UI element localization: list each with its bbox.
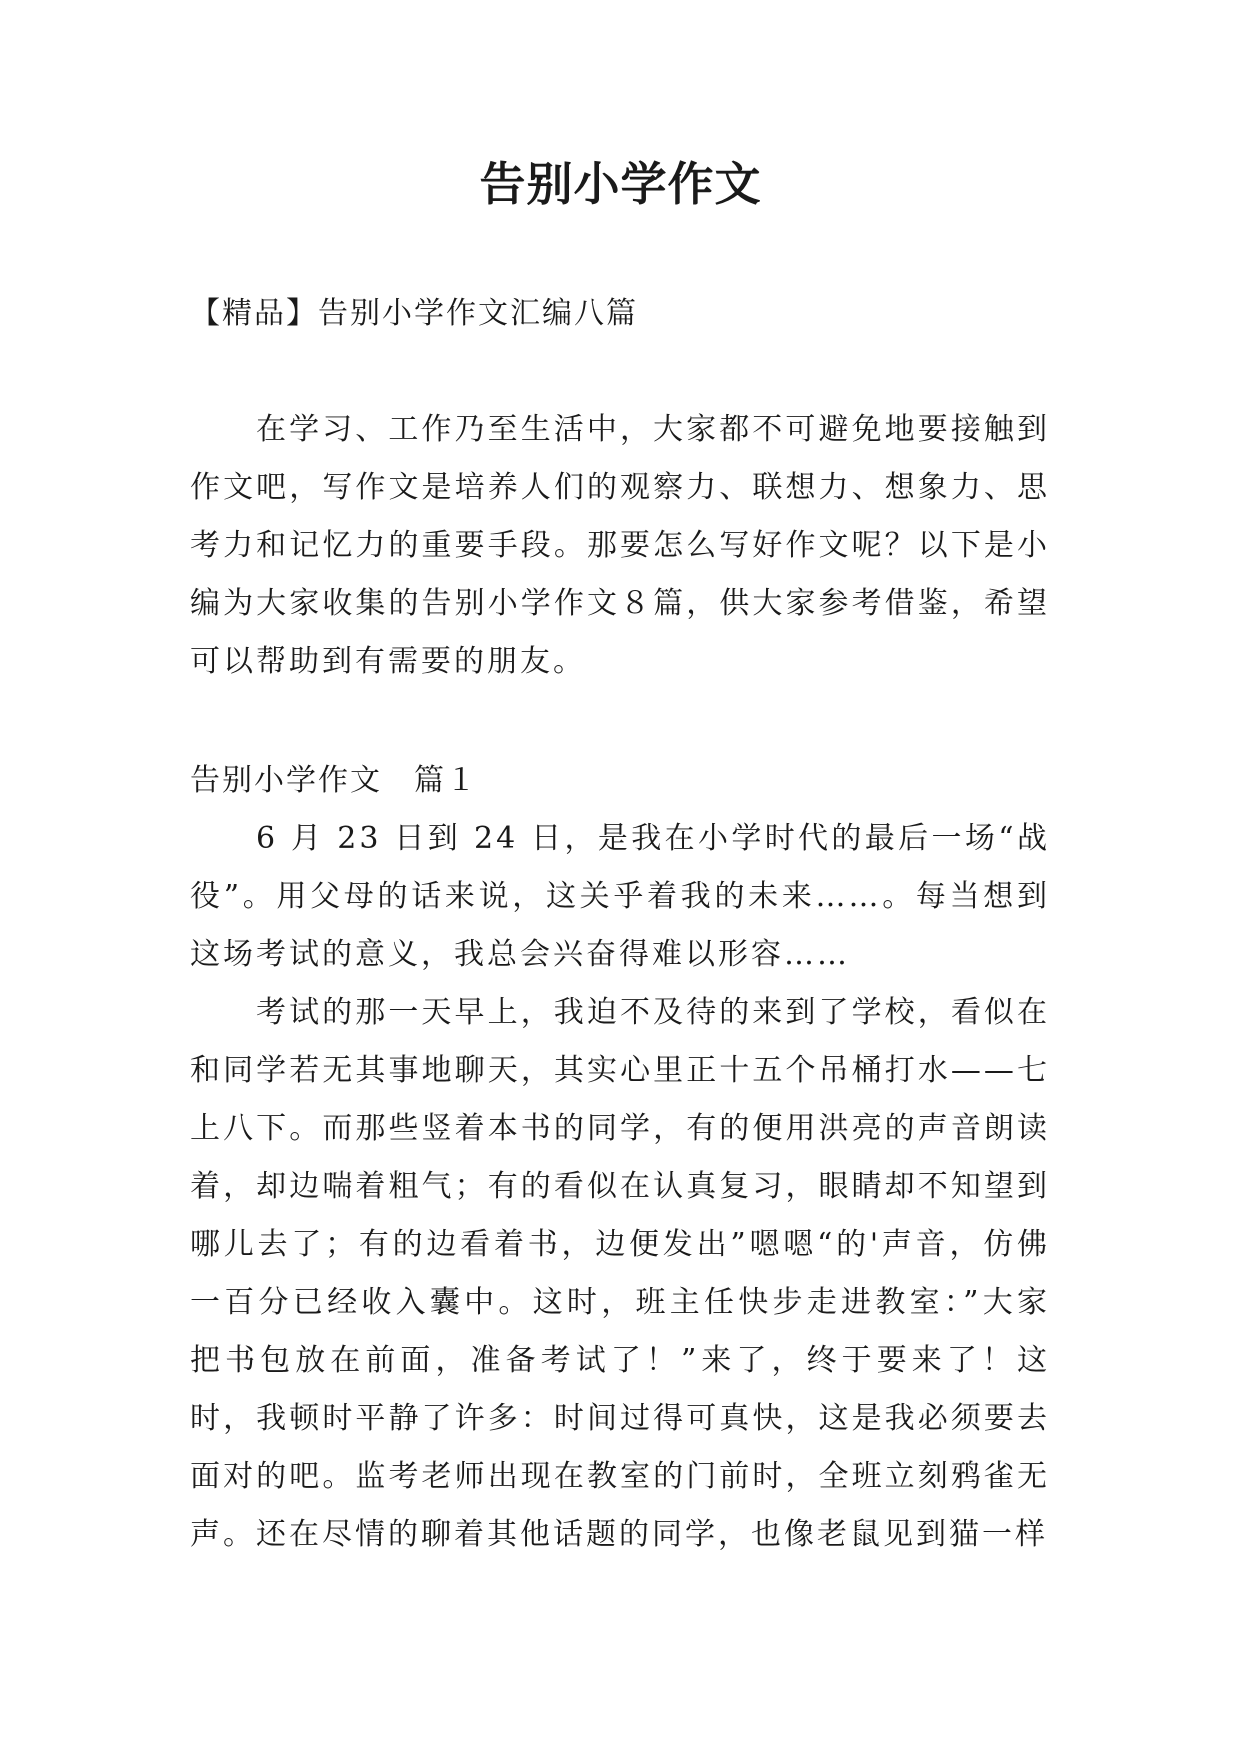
section-paragraph-1: 6 月 23 日到 24 日，是我在小学时代的最后一场“战役”。用父母的话来说，这关乎着我的未来……。每当想到这场考试的意义，我总会兴奋得难以形容…… bbox=[190, 821, 1050, 972]
essay-section bbox=[190, 752, 1050, 1564]
intro-text: 在学习、工作乃至生活中，大家都不可避免地要接触到作文吧，写作文是培养人们的观察力、联想力、想象力、思考力和记忆力的重要手段。那要怎么写好作文呢？以下是小编为大家收集的告别小学作文８篇，供大家参考借鉴，希望可以帮助到有需要的朋友。 bbox=[190, 412, 1050, 679]
document-subtitle: 【精品】告别小学作文汇编八篇 bbox=[190, 296, 638, 331]
document-title: 告别小学作文 bbox=[479, 157, 762, 211]
section-heading: 告别小学作文 篇１ bbox=[190, 763, 478, 798]
section-paragraph-2: 考试的那一天早上，我迫不及待的来到了学校，看似在和同学若无其事地聊天，其实心里正十五个吊桶打水——七上八下。而那些竖着本书的同学，有的便用洪亮的声音朗读着，却边喘着粗气；有的看似在认真复习，眼睛却不知望到哪儿去了；有的边看着书，边便发出”嗯嗯“的'声音，仿佛一百分已经收入囊中。这时，班主任快步走进教室：”大家把书包放在前面，准备考试了！”来了，终于要来了！这时，我顿时平静了许多：时间过得可真快，这是我必须要去面对的吧。监考老师出现在教室的门前时，全班立刻鸦雀无声。还在尽情的聊着其他话题的同学，也像老鼠见到猫一样 bbox=[190, 995, 1050, 1552]
intro-paragraph bbox=[190, 401, 1050, 691]
